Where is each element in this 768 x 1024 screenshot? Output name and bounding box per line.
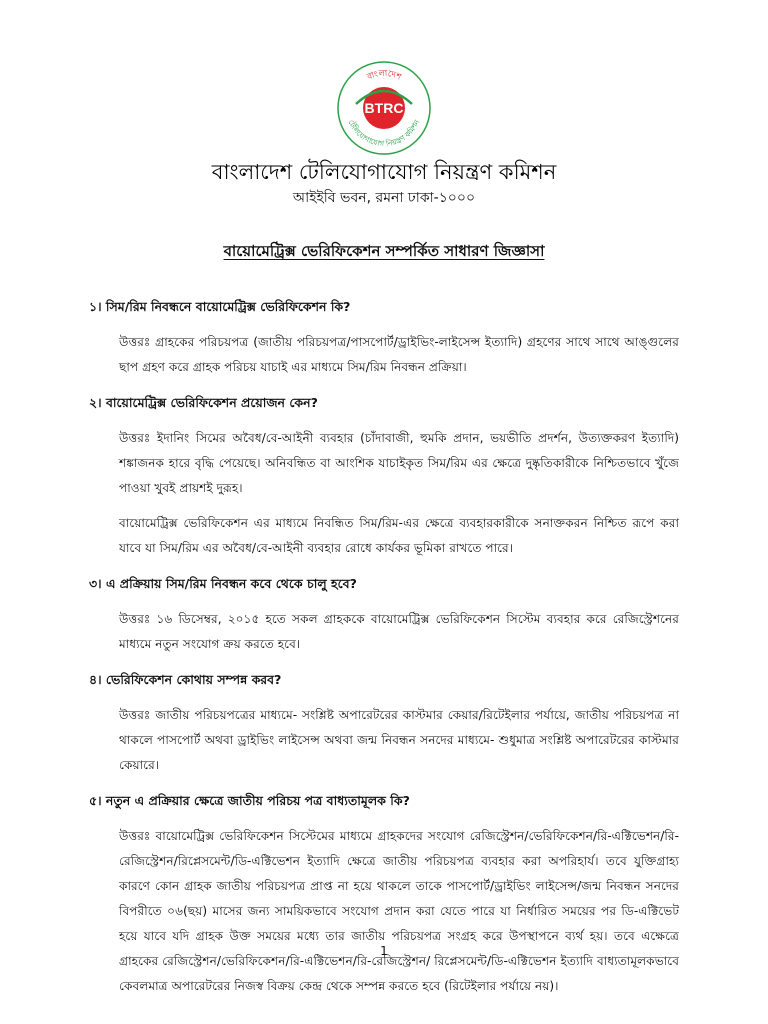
faq-item-4 [89, 671, 679, 778]
faq-item-3 [89, 575, 679, 657]
faq-answer: উত্তরঃ ইদানিং সিমের অবৈধ/বে-আইনী ব্যবহার (চাঁদাবাজী, হুমকি প্রদান, ভয়ভীতি প্রদর্শন, উত্যক্তকরণ ইত্যাদি) শঙ্কাজনক হারে বৃদ্ধি পেয়েছে। অনিবন্ধিত বা আংশিক যাচাইকৃত সিম/রিম এর ক্ষেত্রে দুষ্কৃতিকারীকে নিশ্চিতভাবে খুঁজে পাওয়া খুবই প্রায়শই দুরূহ। [119, 431, 679, 495]
organization-title: বাংলাদেশ টেলিযোগাযোগ নিয়ন্ত্রণ কমিশন [211, 160, 557, 184]
document-subject-text: বায়োমেট্রিক্স ভেরিফিকেশন সম্পর্কিত সাধারণ জিজ্ঞাসা [223, 242, 545, 260]
logo-abbr: BTRC [364, 100, 404, 116]
faq-question: ৪। ভেরিফিকেশন কোথায় সম্পন্ন করব? [89, 672, 282, 687]
logo-top-text: বাংলাদেশ [365, 68, 403, 83]
page-number: 1 [380, 944, 388, 958]
faq-answer: উত্তরঃ গ্রাহকের পরিচয়পত্র (জাতীয় পরিচয়পত্র/পাসপোর্ট/ড্রাইভিং-লাইসেন্স ইত্যাদি) গ্রহণের সাথে সাথে আঙ্গুলের ছাপ গ্রহণ করে গ্রাহক পরিচয় যাচাই এর মাধ্যমে সিম/রিম নিবন্ধন প্রক্রিয়া। [119, 335, 679, 374]
faq-item-2 [89, 394, 679, 561]
btrc-logo [334, 58, 434, 158]
organization-address: আইইবি ভবন, রমনা ঢাকা-১০০০ [292, 190, 476, 206]
document-subject [0, 240, 768, 262]
faq-answer: বায়োমেট্রিক্স ভেরিফিকেশন এর মাধ্যমে নিবন্ধিত সিম/রিম-এর ক্ষেত্রে ব্যবহারকারীকে সনাক্তকরন নিশ্চিত রূপে করা যাবে যা সিম/রিম এর অবৈধ/বে-আইনী ব্যবহার রোধে কার্যকর ভূমিকা রাখতে পারে। [119, 516, 679, 555]
faq-item-5 [89, 792, 679, 999]
faq-answer: উত্তরঃ বায়োমেট্রিক্স ভেরিফিকেশন সিস্টেমের মাধ্যমে গ্রাহকদের সংযোগ রেজিস্ট্রেশন/ভেরিফিকেশন/রি-এক্টিভেশন/রি-রেজিস্ট্রেশন/রিপ্লেসমেন্ট/ডি-এক্টিভেশন ইত্যাদি ক্ষেত্রে জাতীয় পরিচয়পত্র ব্যবহার করা অপরিহার্য। তবে যুক্তিগ্রাহ্য কারণে কোন গ্রাহক জাতীয় পরিচয়পত্র প্রাপ্ত না হয়ে থাকলে তাকে পাসপোর্ট/ড্রাইভিং লাইসেন্স/জন্ম নিবন্ধন সনদের বিপরীতে ০৬(ছয়) মাসের জন্য সাময়িকভাবে সংযোগ প্রদান করা যেতে পারে যা নির্ধারিত সময়ের পর ডি-এক্টিভেট হয়ে যাবে যদি গ্রাহক উক্ত সময়ের মধ্যে তার জাতীয় পরিচয়পত্র সংগ্রহ করে উপস্থাপনে ব্যর্থ হয়। তবে এক্ষেত্রে গ্রাহকের রেজিস্ট্রেশন/ভেরিফিকেশন/রি-এক্টিভেশন/রি-রেজিস্ট্রেশন/ রিপ্লেসমেন্ট/ডি-এক্টিভেশন ইত্যাদি বাধ্যতামূলকভাবে কেবলমাত্র অপারেটরের নিজস্ব বিক্রয় কেন্দ্র থেকে সম্পন্ন করতে হবে (রিটেইলার পর্যায়ে নয়)। [119, 829, 679, 993]
faq-answer: উত্তরঃ ১৬ ডিসেম্বর, ২০১৫ হতে সকল গ্রাহককে বায়োমেট্রিক্স ভেরিফিকেশন সিস্টেম ব্যবহার করে রেজিস্ট্রেশনের মাধ্যমে নতুন সংযোগ ক্রয় করতে হবে। [119, 612, 679, 651]
logo-ring-text: টেলিযোগাযোগ নিয়ন্ত্রণ কমিশন [346, 118, 422, 149]
faq-question: ১। সিম/রিম নিবন্ধনে বায়োমেট্রিক্স ভেরিফিকেশন কি? [89, 299, 351, 314]
faq-question: ৫। নতুন এ প্রক্রিয়ার ক্ষেত্রে জাতীয় পরিচয় পত্র বাধ্যতামূলক কি? [89, 793, 410, 808]
faq-list [89, 298, 679, 1009]
faq-answer: উত্তরঃ জাতীয় পরিচয়পত্রের মাধ্যমে- সংশ্লিষ্ট অপারেটরের কাস্টমার কেয়ার/রিটেইলার পর্যায়ে, জাতীয় পরিচয়পত্র না থাকলে পাসপোর্ট অথবা ড্রাইভিং লাইসেন্স অথবা জন্ম নিবন্ধন সনদের মাধ্যমে- শুধুমাত্র সংশ্লিষ্ট অপারেটরের কাস্টমার কেয়ারে। [119, 708, 679, 772]
faq-item-1 [89, 298, 679, 380]
faq-question: ৩। এ প্রক্রিয়ায় সিম/রিম নিবন্ধন কবে থেকে চালু হবে? [89, 576, 357, 591]
faq-question: ২। বায়োমেট্রিক্স ভেরিফিকেশন প্রয়োজন কেন? [89, 395, 318, 410]
